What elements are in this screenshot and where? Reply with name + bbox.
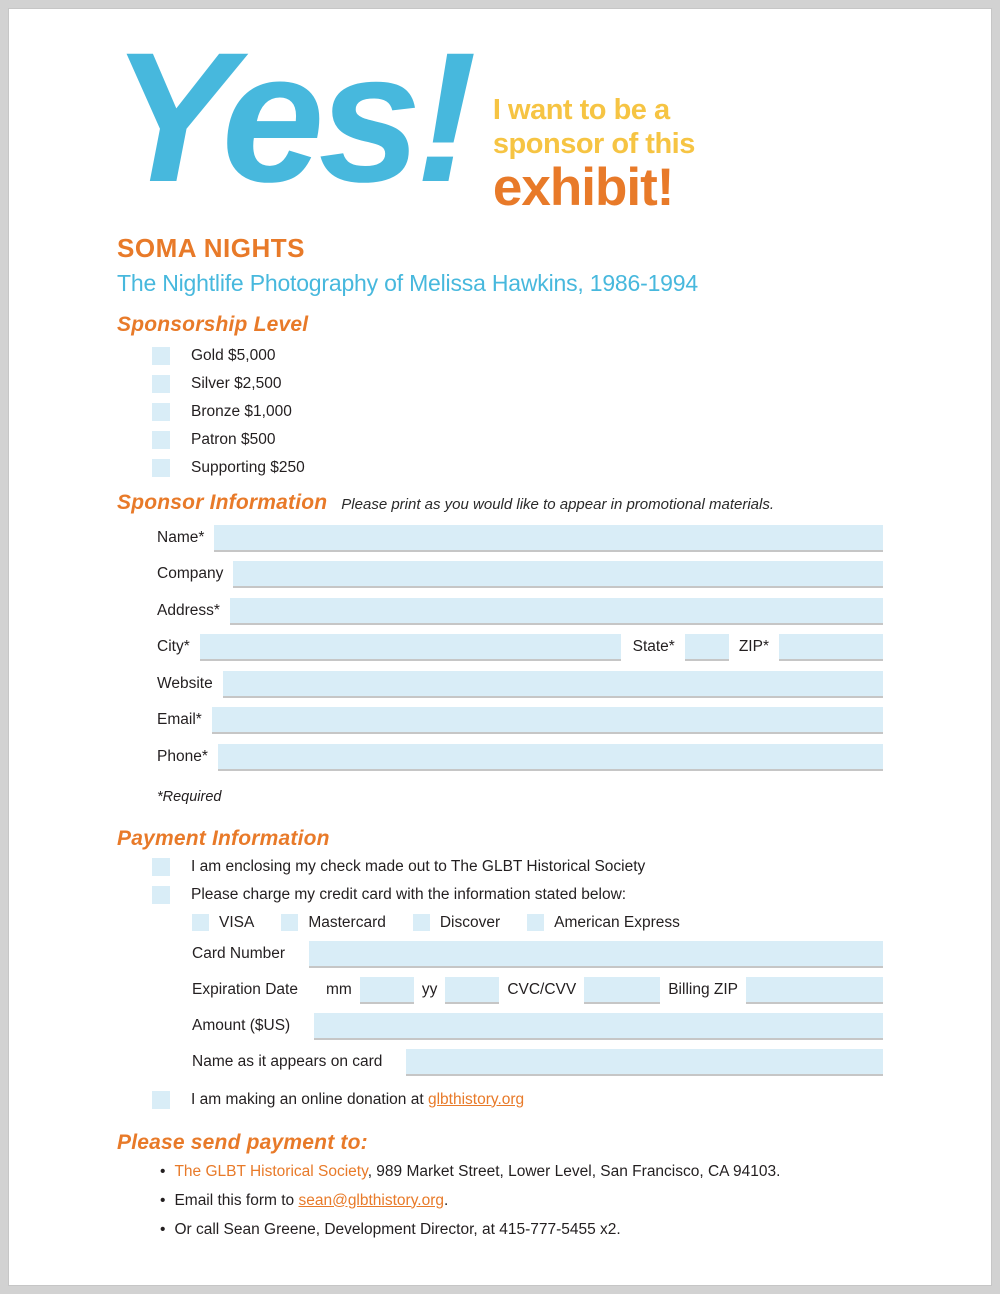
checkbox-bronze[interactable] <box>152 403 170 421</box>
state-label: State* <box>632 638 675 655</box>
bullet-icon: • <box>160 1162 166 1180</box>
exhibit-subtitle: The Nightlife Photography of Melissa Hawkins, 1986-1994 <box>117 270 698 296</box>
tagline-line1: I want to be a <box>492 94 670 126</box>
brand-amex <box>527 914 680 932</box>
name-on-card-row <box>192 1049 883 1076</box>
send-payment-item-phone <box>160 1221 883 1239</box>
sponsorship-option-label: Bronze $1,000 <box>191 403 292 420</box>
amount-label: Amount ($US) <box>192 1016 291 1034</box>
checkbox-gold[interactable] <box>152 347 170 365</box>
sponsor-info-header <box>117 491 883 515</box>
email-input[interactable] <box>212 707 883 734</box>
phone-label: Phone* <box>157 747 208 765</box>
address-row <box>157 598 883 625</box>
sponsor-info-note: Please print as you would like to appear in promotional materials. <box>341 496 775 513</box>
checkbox-online-donation[interactable] <box>152 1091 170 1109</box>
send-payment-item-text: Or call Sean Greene, Development Director, at 415-777-5455 x2. <box>174 1220 621 1238</box>
checkbox-silver[interactable] <box>152 375 170 393</box>
bullet-icon: • <box>160 1220 166 1238</box>
bullet-icon: • <box>160 1191 166 1209</box>
mm-label: mm <box>325 980 352 998</box>
checkbox-patron[interactable] <box>152 431 170 449</box>
company-input[interactable] <box>233 561 883 588</box>
sponsor-info-heading: Sponsor Information <box>117 491 328 514</box>
yy-label: yy <box>421 980 438 998</box>
email-suffix: . <box>444 1191 449 1209</box>
sponsorship-option-label: Supporting $250 <box>191 459 305 476</box>
zip-label: ZIP* <box>738 638 769 655</box>
cvc-label: CVC/CVV <box>507 980 577 998</box>
send-payment-list <box>117 1163 883 1239</box>
address-input[interactable] <box>230 598 883 625</box>
website-label: Website <box>157 674 213 692</box>
name-label: Name* <box>157 528 205 546</box>
email-label: Email* <box>157 711 202 728</box>
mastercard-label: Mastercard <box>308 913 386 931</box>
checkbox-supporting[interactable] <box>152 459 170 477</box>
card-payment-label: Please charge my credit card with the information stated below: <box>191 885 627 903</box>
zip-input[interactable] <box>779 634 883 661</box>
send-payment-item-text <box>174 1192 448 1210</box>
state-input[interactable] <box>685 634 729 661</box>
payment-info-heading: Payment Information <box>117 826 330 850</box>
billing-zip-input[interactable] <box>746 977 883 1004</box>
checkbox-card-payment[interactable] <box>152 886 170 904</box>
amount-row <box>192 1013 883 1040</box>
card-brand-row <box>192 914 883 932</box>
checkbox-discover[interactable] <box>413 914 430 931</box>
yes-headline: Yes! <box>111 15 471 221</box>
checkbox-mastercard[interactable] <box>281 914 298 931</box>
name-on-card-input[interactable] <box>406 1049 883 1076</box>
check-payment-label: I am enclosing my check made out to The GLBT Historical Society <box>191 857 646 875</box>
sponsorship-option-gold <box>152 347 883 365</box>
form-page <box>8 8 992 1286</box>
society-address: , 989 Market Street, Lower Level, San Francisco, CA 94103. <box>367 1162 781 1180</box>
sponsorship-options <box>117 347 883 477</box>
send-payment-item-email <box>160 1192 883 1210</box>
sponsorship-option-label: Gold $5,000 <box>191 347 276 364</box>
expiration-yy-input[interactable] <box>445 977 499 1004</box>
email-link[interactable]: sean@glbthistory.org <box>298 1191 445 1209</box>
tagline-line3: exhibit! <box>492 158 674 217</box>
phone-row <box>157 744 883 771</box>
send-payment-item-text <box>174 1163 780 1181</box>
checkbox-amex[interactable] <box>527 914 544 931</box>
society-name: The GLBT Historical Society <box>174 1162 368 1180</box>
name-row <box>157 525 883 552</box>
form-content <box>9 15 991 1239</box>
exhibit-title: SOMA NIGHTS <box>117 233 305 263</box>
sponsorship-option-patron <box>152 431 883 449</box>
card-number-label: Card Number <box>192 944 286 962</box>
sponsorship-option-supporting <box>152 459 883 477</box>
header <box>111 15 883 221</box>
sponsorship-option-bronze <box>152 403 883 421</box>
billing-zip-label: Billing ZIP <box>668 980 738 998</box>
city-input[interactable] <box>200 634 621 661</box>
website-input[interactable] <box>223 671 883 698</box>
send-payment-item-address <box>160 1163 883 1181</box>
company-row <box>157 561 883 588</box>
company-label: Company <box>157 565 224 582</box>
amount-input[interactable] <box>314 1013 883 1040</box>
city-state-zip-row <box>157 634 883 661</box>
city-label: City* <box>157 638 190 655</box>
checkbox-check-payment[interactable] <box>152 858 170 876</box>
required-note: *Required <box>157 788 222 805</box>
card-payment-option <box>152 886 883 904</box>
tagline <box>493 35 695 215</box>
brand-discover <box>413 914 500 932</box>
sponsorship-option-label: Silver $2,500 <box>191 375 282 392</box>
checkbox-visa[interactable] <box>192 914 209 931</box>
online-donation-text: I am making an online donation at <box>191 1090 428 1108</box>
name-input[interactable] <box>214 525 883 552</box>
amex-label: American Express <box>554 913 680 931</box>
check-payment-option <box>152 858 883 876</box>
send-payment-heading: Please send payment to: <box>117 1130 368 1154</box>
cvc-input[interactable] <box>584 977 660 1004</box>
tagline-line2: sponsor of this <box>492 128 695 160</box>
card-number-row <box>192 941 883 968</box>
discover-label: Discover <box>439 913 501 931</box>
sponsorship-option-label: Patron $500 <box>191 431 276 448</box>
brand-mastercard <box>281 914 386 932</box>
sponsorship-option-silver <box>152 375 883 393</box>
expiration-row <box>192 977 883 1004</box>
expiration-mm-input[interactable] <box>360 977 414 1004</box>
website-row <box>157 671 883 698</box>
online-donation-label <box>191 1091 524 1109</box>
brand-visa <box>192 914 254 932</box>
sponsorship-level-heading: Sponsorship Level <box>117 313 309 336</box>
name-on-card-label: Name as it appears on card <box>192 1052 383 1070</box>
email-prefix: Email this form to <box>174 1191 299 1209</box>
glbthistory-link[interactable]: glbthistory.org <box>427 1090 525 1108</box>
email-row <box>157 707 883 734</box>
expiration-label: Expiration Date <box>192 980 298 998</box>
card-number-input[interactable] <box>309 941 883 968</box>
online-donation-option <box>152 1091 883 1109</box>
phone-input[interactable] <box>218 744 883 771</box>
visa-label: VISA <box>219 913 255 931</box>
address-label: Address* <box>157 601 220 619</box>
